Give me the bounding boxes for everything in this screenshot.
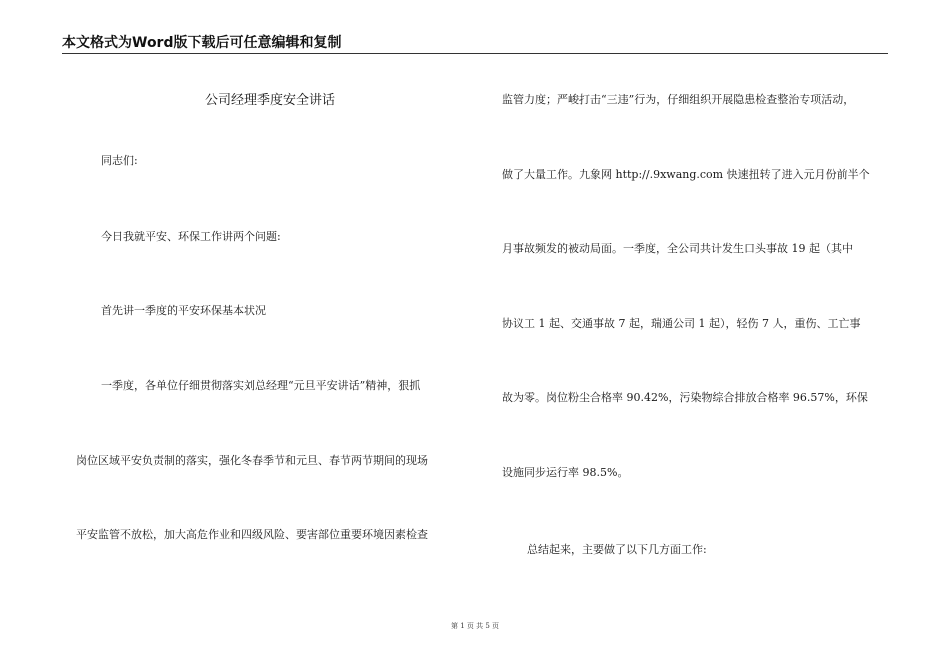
paragraph-line: 月事故频发的被动局面。一季度，全公司共计发生口头事故 19 起（其中 — [502, 242, 853, 255]
header-notice: 本文格式为Word版下载后可任意编辑和复制 — [62, 35, 342, 51]
paragraph-line: 一季度，各单位仔细贯彻落实刘总经理“元旦平安讲话”精神，狠抓 — [101, 379, 421, 392]
paragraph-line: 监管力度；严峻打击“三违”行为，仔细组织开展隐患检查整治专项活动， — [502, 93, 855, 106]
paragraph-line: 首先讲一季度的平安环保基本状况 — [101, 304, 266, 317]
page-indicator: 第 1 页 共 5 页 — [450, 622, 500, 630]
page-header — [62, 34, 888, 54]
document-title: 公司经理季度安全讲话 — [204, 93, 335, 108]
paragraph-line: 岗位区域平安负责制的落实，强化冬春季节和元旦、春节两节期间的现场 — [76, 454, 428, 467]
paragraph-line: 故为零。岗位粉尘合格率 90.42%，污染物综合排放合格率 96.57%，环保 — [502, 391, 868, 404]
paragraph-line: 做了大量工作。九象网 http://.9xwang.com 快速扭转了进入元月份前半个 — [502, 168, 870, 181]
paragraph-line: 平安监管不放松，加大高危作业和四级风险、要害部位重要环境因素检查 — [76, 528, 428, 541]
paragraph-line: 设施同步运行率 98.5%。 — [502, 466, 629, 479]
paragraph-line: 协议工 1 起、交通事故 7 起，瑞通公司 1 起），轻伤 7 人，重伤、工亡事 — [502, 317, 861, 330]
paragraph-line: 同志们: — [101, 154, 138, 167]
paragraph-line: 总结起来，主要做了以下几方面工作: — [527, 543, 707, 556]
paragraph-line: 今日我就平安、环保工作讲两个问题: — [101, 230, 281, 243]
